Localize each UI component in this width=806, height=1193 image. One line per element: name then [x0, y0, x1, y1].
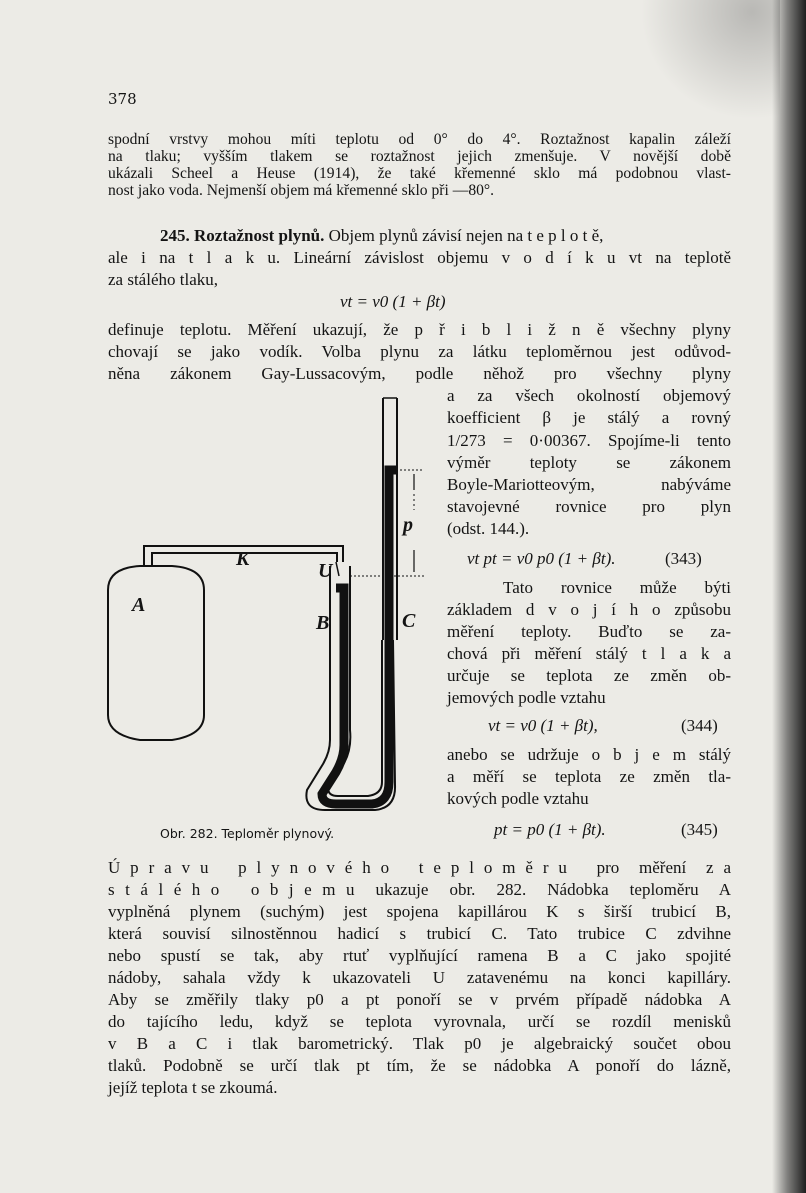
text-line: chovají se jako vodík. Volba plynu za látku teploměrnou jest odůvod-	[108, 342, 731, 361]
equation-343: vt pt = v0 p0 (1 + βt).	[467, 549, 616, 568]
gas-thermometer-figure	[100, 390, 440, 820]
text-line: v B a C i tlak barometrický. Tlak p0 je algebraický součet obou	[108, 1034, 731, 1053]
right-col-line: chová při měření stálý t l a k a	[447, 644, 731, 663]
text-line: spodní vrstvy mohou míti teplotu od 0° do 4°. Roztažnost kapalin záleží	[108, 131, 731, 148]
equation-vt: vt = v0 (1 + βt)	[340, 292, 446, 311]
label-c: C	[402, 610, 416, 632]
text-line: něna zákonem Gay-Lussacovým, podle něhož pro všechny plyny	[108, 364, 731, 383]
pointer-u	[336, 562, 339, 576]
right-col-line: základem d v o j í h o způsobu	[447, 600, 731, 619]
mercury-column	[322, 470, 396, 804]
right-col-line: kových podle vztahu	[447, 789, 589, 808]
equation-number-343: (343)	[665, 549, 702, 568]
text-line: na tlaku; vyšším tlakem se roztažnost jejich zmenšuje. V novější době	[108, 148, 731, 165]
text-line: Aby se změřily tlaky p0 a pt ponoří se v prvém případě nádobka A	[108, 990, 731, 1009]
label-k: K	[236, 548, 250, 570]
right-col-line: 1/273 = 0·00367. Spojíme-li tento	[447, 431, 731, 450]
page-shading	[640, 0, 780, 120]
text-line: nádoby, sahala vždy k ukazovateli U zatavenému na konci kapilláry.	[108, 968, 731, 987]
label-a: A	[132, 594, 146, 616]
equation-number-344: (344)	[681, 716, 718, 735]
right-col-line: určuje se teplota ze změn ob-	[447, 666, 731, 685]
equation-345: pt = p0 (1 + βt).	[494, 820, 606, 839]
text-line: za stálého tlaku,	[108, 270, 218, 289]
text-line: tlaků. Podobně se určí tlak pt tím, že se nádobka A ponoří do lázně,	[108, 1056, 731, 1075]
text-line: ukázali Scheel a Heuse (1914), že také křemenné sklo má podobnou vlast-	[108, 165, 731, 182]
right-col-line: koefficient β je stálý a rovný	[447, 408, 731, 427]
right-col-line: výměr teploty se zákonem	[447, 453, 731, 472]
equation-number-345: (345)	[681, 820, 718, 839]
section-heading: 245. Roztažnost plynů.	[160, 226, 325, 245]
equation-344: vt = v0 (1 + βt),	[488, 716, 598, 735]
label-u: U	[318, 560, 333, 582]
text-line: Ú p r a v u p l y n o v é h o t e p l o m ě r u pro měření z a	[108, 858, 731, 877]
text-line: která souvisí silnostěnnou hadicí s trubicí C. Tato trubice C zdvihne	[108, 924, 731, 943]
bulb-a	[108, 566, 204, 740]
section-heading-line	[160, 226, 731, 246]
right-col-line: měření teploty. Buďto se za-	[447, 622, 731, 641]
right-col-line: jemových podle vztahu	[447, 688, 606, 707]
text-line: s t á l é h o o b j e m u ukazuje obr. 282. Nádobka teploměru A	[108, 880, 731, 899]
label-b: B	[316, 612, 330, 634]
right-col-line: Boyle-Mariotteovým, nabýváme	[447, 475, 731, 494]
text-line: jejíž teplota t se zkoumá.	[108, 1078, 278, 1097]
section-heading-rest: Objem plynů závisí nejen na t e p l o t ě,	[324, 226, 604, 245]
right-col-line: (odst. 144.).	[447, 519, 530, 538]
page-number: 378	[108, 90, 137, 108]
text-line: vyplněná plynem (suchým) jest spojena kapillárou K s širší trubicí B,	[108, 902, 731, 921]
right-col-line: a za všech okolností objemový	[447, 386, 731, 405]
book-gutter-shadow	[772, 0, 806, 1193]
figure-caption: Obr. 282. Teploměr plynový.	[160, 826, 335, 841]
right-col-line: Tato rovnice může býti	[503, 578, 731, 597]
right-col-line: stavojevné rovnice pro plyn	[447, 497, 731, 516]
right-col-line: anebo se udržuje o b j e m stálý	[447, 745, 731, 764]
text-line: nebo spustí se tak, aby rtuť vyplňující ramena B a C jako spojité	[108, 946, 731, 965]
text-line: ale i na t l a k u. Lineární závislost objemu v o d í k u vt na teplotě	[108, 248, 731, 267]
text-line: definuje teplotu. Měření ukazují, že p ř i b l i ž n ě všechny plyny	[108, 320, 731, 339]
text-line: do tajícího ledu, když se teplota vyrovnala, určí se rozdíl menisků	[108, 1012, 731, 1031]
right-col-line: a měří se teplota ze změn tla-	[447, 767, 731, 786]
label-p: p	[403, 514, 413, 536]
text-line: nost jako voda. Nejmenší objem má křemenné sklo při —80°.	[108, 182, 495, 199]
